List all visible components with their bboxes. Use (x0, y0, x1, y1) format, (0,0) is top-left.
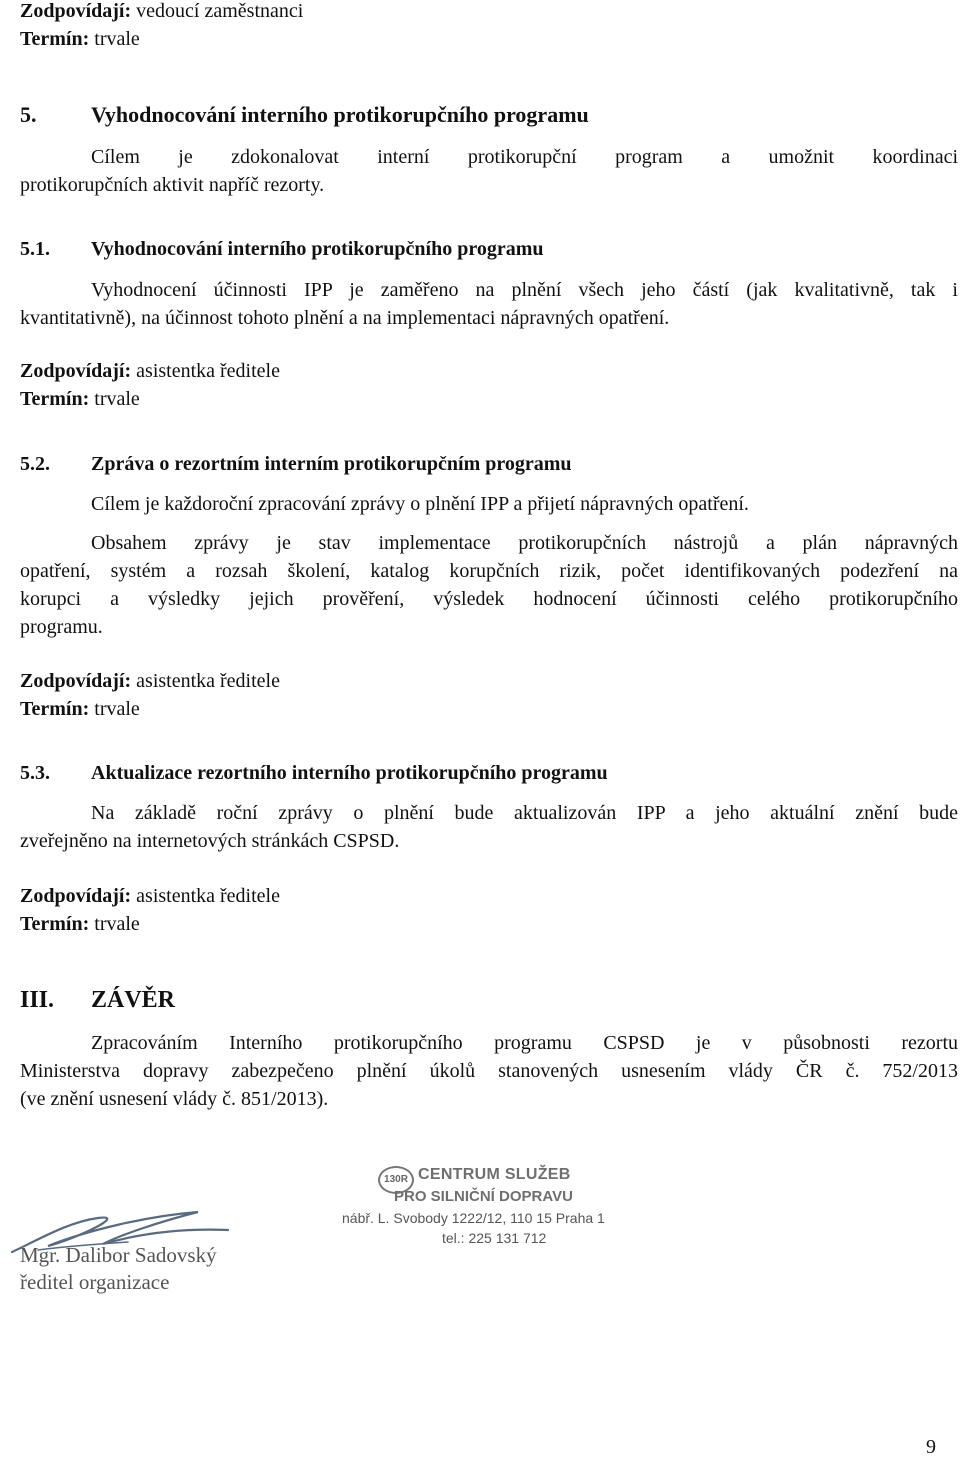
section-title: Vyhodnocování interního protikorupčního programu (91, 238, 544, 260)
paragraph-line: Cílem je každoroční zpracování zprávy o plnění IPP a přijetí nápravných opatření. (91, 493, 749, 515)
section-title: Zpráva o rezortním interním protikorupčním programu (91, 453, 572, 475)
section-5-2-responsibility (20, 667, 958, 723)
paragraph-line: Na základě roční zprávy o plnění bude aktualizován IPP a jeho aktuální znění bude (91, 802, 958, 824)
section-number: 5. (20, 102, 37, 127)
section-title: Aktualizace rezortního interního protikorupčního programu (91, 762, 608, 784)
stamp-line-2: PRO SILNIČNÍ DOPRAVU (394, 1188, 573, 1205)
term-value: trvale (94, 388, 140, 410)
paragraph-line: Obsahem zprávy je stav implementace protikorupčních nástrojů a plán nápravných (91, 532, 958, 554)
paragraph-line: Ministerstva dopravy zabezpečeno plnění úkolů stanovených usnesením vlády ČR č. 752/2013 (20, 1060, 958, 1082)
section-number: 5.3. (20, 762, 50, 784)
section-number: 5.1. (20, 238, 50, 260)
section-5-3-responsibility (20, 882, 958, 938)
stamp-line-4: tel.: 225 131 712 (442, 1230, 547, 1246)
resp-label: Zodpovídají: (20, 0, 132, 22)
resp-value: vedoucí zaměstnanci (136, 0, 304, 22)
section-5-3-heading (20, 759, 958, 787)
paragraph-line: programu. (20, 616, 103, 638)
paragraph-line: zveřejněno na internetových stránkách CSPSD. (20, 830, 400, 852)
paragraph-line: Cílem je zdokonalovat interní protikorupční program a umožnit koordinaci (91, 146, 958, 168)
resp-label: Zodpovídají: (20, 670, 132, 692)
paragraph-line: Zpracováním Interního protikorupčního programu CSPSD je v působnosti rezortu (91, 1032, 958, 1054)
section-5-2-paragraph-1 (20, 490, 958, 518)
top-responsibility (20, 0, 958, 53)
section-title: Vyhodnocování interního protikorupčního programu (91, 102, 589, 127)
resp-value: asistentka ředitele (136, 885, 280, 907)
paragraph-line: (ve znění usnesení vlády č. 851/2013). (20, 1088, 329, 1110)
signer-block (20, 1242, 217, 1296)
term-value: trvale (94, 913, 140, 935)
paragraph-line: kvantitativně), na účinnost tohoto plnění a na implementaci nápravných opatření. (20, 307, 670, 329)
section-5-1-paragraph (20, 276, 958, 332)
paragraph-line: protikorupčních aktivit napříč rezorty. (20, 174, 325, 196)
signer-name: Mgr. Dalibor Sadovský (20, 1243, 217, 1267)
resp-value: asistentka ředitele (136, 670, 280, 692)
term-label: Termín: (20, 28, 90, 50)
paragraph-line: Vyhodnocení účinnosti IPP je zaměřeno na plnění všech jeho částí (jak kvalitativně, tak i (91, 279, 958, 301)
stamp-line-1: CENTRUM SLUŽEB (418, 1166, 571, 1183)
section-5-3-paragraph (20, 799, 958, 855)
resp-label: Zodpovídají: (20, 360, 132, 382)
paragraph-line: opatření, systém a rozsah školení, katalog korupčních rizik, počet identifikovaných podezření na (20, 560, 958, 582)
section-5-1-responsibility (20, 357, 958, 413)
term-label: Termín: (20, 913, 90, 935)
term-value: trvale (94, 698, 140, 720)
paragraph-line: korupci a výsledky jejich prověření, výsledek hodnocení účinnosti celého protikorupčního (20, 588, 958, 610)
section-5-1-heading (20, 235, 958, 263)
section-5-paragraph (20, 143, 958, 199)
section-5-2-heading (20, 450, 958, 478)
section-title: ZÁVĚR (91, 987, 176, 1013)
section-5-heading (20, 101, 958, 129)
page-number: 9 (926, 1436, 936, 1458)
signer-role: ředitel organizace (20, 1270, 170, 1294)
section-number: III. (20, 987, 55, 1013)
section-iii-paragraph (20, 1029, 958, 1113)
resp-label: Zodpovídají: (20, 885, 132, 907)
section-number: 5.2. (20, 453, 50, 475)
organization-stamp (342, 1162, 668, 1254)
term-label: Termín: (20, 388, 90, 410)
stamp-line-3: nábř. L. Svobody 1222/12, 110 15 Praha 1 (342, 1210, 605, 1226)
section-iii-heading (20, 986, 958, 1014)
term-label: Termín: (20, 698, 90, 720)
section-5-2-paragraph-2 (20, 529, 958, 641)
stamp-seal: 130R (378, 1166, 414, 1194)
resp-value: asistentka ředitele (136, 360, 280, 382)
term-value: trvale (94, 28, 140, 50)
